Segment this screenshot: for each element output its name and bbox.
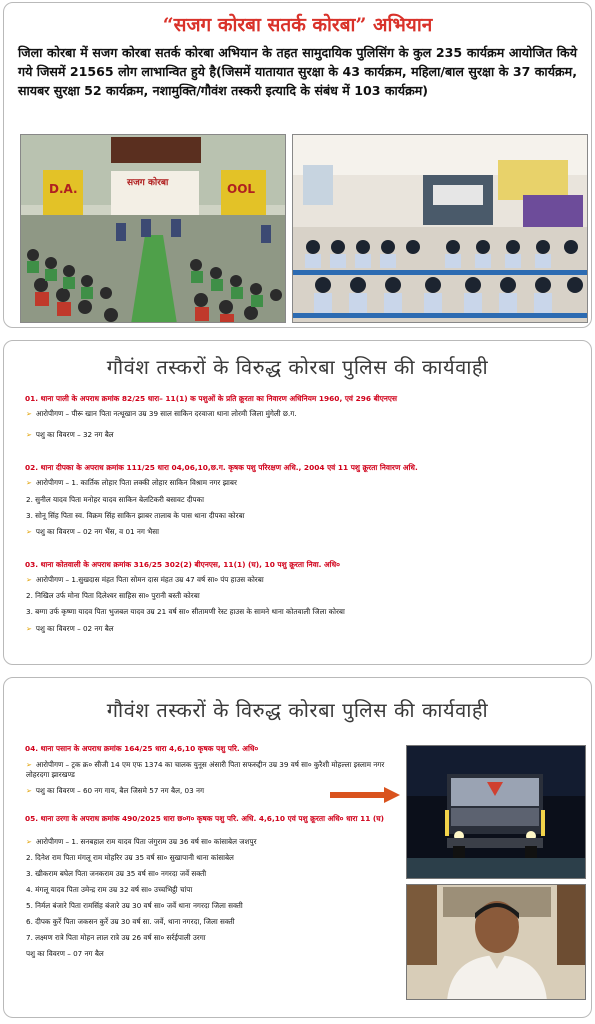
campaign-summary: जिला कोरबा में सजग कोरबा सतर्क कोरबा अभियान के तहत सामुदायिक पुलिसिंग के कुल 235 कार्यक्रम आयोजित किये गये जिसमें 21565 लोग लाभान्वित हुये है(जिसमें यातायात सुरक्षा के 43 कार्यक्रम, महिला/बाल सुरक्षा के 37 कार्यक्रम, सायबर सुरक्षा 52 कार्यक्रम, नशामुक्ति/गौवंश तस्करी इत्यादि के संबंध में 103 कार्यक्रम) xyxy=(18,45,577,98)
case-line: ➢ पशु का विवरण – 02 नग भैंस, व 01 नग भैसा xyxy=(26,527,159,536)
case-line: ➢ आरोपीगण – ट्रक क्र० सीजी 14 एम एफ 1374 का चालक युनूस अंसारी पिता सफरुद्दीन उम्र 39 वर्ष सा० कुरैशी मोहल्ला इस्लाम नगर लोहरदगा झारखण्ड xyxy=(26,760,385,779)
case-heading: 04. थाना पसान के अपराध क्रमांक 164/25 धारा 4,6,10 कृषक पशु परि. अधि० xyxy=(25,744,259,753)
case-line: 2. सुनील यादव पिता मनोहर यादव साकिन बेलटिकरी बसावट दीपका xyxy=(26,495,204,504)
case-heading: 01. थाना पाली के अपराध क्रमांक 82/25 धारा– 11(1) क पशुओं के प्रति क्रूरता का निवारण अधिनियम 1960, एवं 296 बीएनएस xyxy=(25,394,397,403)
classroom-event-photo-right xyxy=(292,134,588,323)
seized-truck-photo xyxy=(406,745,586,879)
school-event-photo-left xyxy=(20,134,286,323)
arrow-bullet-icon: ➢ xyxy=(26,431,32,439)
action-card-1 xyxy=(3,340,592,665)
case-line: 4. मंगलू यादव पिता उमेन्द्र राम उम्र 32 वर्ष सा० उच्चभिट्ठी चांपा xyxy=(26,885,193,894)
campaign-card xyxy=(3,2,592,328)
accused-person-photo xyxy=(406,884,586,1000)
case-line: 3. बग्गा उर्फ कृष्णा यादव पिता भुजबल यादव उम्र 21 वर्ष सा० सीतामणी रेस्ट हाउस के सामने थाना कोतवाली जिला कोरबा xyxy=(26,607,345,616)
case-line: 3. खीकराम बघेल पिता जनकराम उम्र 35 वर्ष सा० नगरदा जर्वे सक्ती xyxy=(26,869,207,878)
case-line: ➢ आरोपीगण – 1. कार्तिक लोहार पिता लक्की लोहार साकिन विश्राम नगर झाबर xyxy=(26,478,237,487)
action-card-title: गौवंश तस्करों के विरुद्ध कोरबा पुलिस की कार्यवाही xyxy=(106,355,489,379)
case-line: 6. दीपक कुर्रे पिता जकसन कुर्रे उम्र 30 वर्ष सा. जर्वे, थाना नगरदा, जिला सक्ती xyxy=(26,917,235,926)
right-arrow-icon xyxy=(330,787,400,803)
banner-mid-text: सजग कोरबा xyxy=(127,178,169,188)
case-heading: 03. थाना कोतवाली के अपराध क्रमांक 316/25 302(2) बीएनएस, 11(1) (घ), 10 पशु क्रूरता निवा. अधि० xyxy=(25,560,340,569)
case-line: ➢ पशु का विवरण – 60 नग गाय, बैल जिसमे 57 नग बैल, 03 नग xyxy=(26,786,205,795)
banner-right-text: OOL xyxy=(227,182,256,196)
person-illustration xyxy=(407,885,586,1000)
arrow-bullet-icon: ➢ xyxy=(26,625,32,633)
action-card-title: गौवंश तस्करों के विरुद्ध कोरबा पुलिस की कार्यवाही xyxy=(106,698,489,722)
arrow-bullet-icon: ➢ xyxy=(26,479,32,487)
arrow-bullet-icon: ➢ xyxy=(26,787,32,795)
case-line: पशु का विवरण – 07 नग बैल xyxy=(26,949,104,958)
case-heading: 05. थाना उरगा के अपराध क्रमांक 490/2025 धारा छ०ग० कृषक पशु परि. अधि. 4,6,10 एवं पशु क्रूरता अधि० धारा 11 (घ) xyxy=(25,814,385,823)
case-line: 2. दिनेश राम पिता मंगलू राम मोहरिर उम्र 35 वर्ष सा० सुखापानी थाना कांसाबेल xyxy=(26,853,234,862)
classroom-illustration xyxy=(293,135,588,323)
banner-left-text: D.A. xyxy=(49,182,78,196)
case-line: 2. निखिल उर्फ मोना पिता दिलेश्वर साहिस सा० पुरानी बस्ती कोरबा xyxy=(26,591,200,600)
case-line: ➢ पशु का विवरण – 32 नग बैल xyxy=(26,430,114,439)
arrow-bullet-icon: ➢ xyxy=(26,576,32,584)
case-line: ➢ आरोपीगण – पीरू खान पिता नत्थूखान उम्र 39 साल साकिन दरवाजा थाना लोरमी जिला मुंगेली छ.ग. xyxy=(26,409,297,418)
case-heading: 02. थाना दीपका के अपराध क्रमांक 111/25 धारा 04,06,10,छ.ग. कृषक पशु परिरक्षण अधि., 2004 एवं 11 पशु क्रूरता निवारण अधि. xyxy=(25,463,418,472)
case-line: 3. सोनू सिंह पिता स्व. विक्रम सिंह साकिन झाबर तालाब के पास थाना दीपका कोरबा xyxy=(26,511,245,520)
arrow-bullet-icon: ➢ xyxy=(26,838,32,846)
arrow-bullet-icon: ➢ xyxy=(26,410,32,418)
truck-illustration xyxy=(407,746,586,879)
arrow-bullet-icon: ➢ xyxy=(26,761,32,769)
case-line: 5. निर्मल बंजारे पिता रामसिंह बंजारे उम्र 30 वर्ष सा० जर्वे थाना नगरदा जिला सक्ती xyxy=(26,901,243,910)
arrow-bullet-icon: ➢ xyxy=(26,528,32,536)
campaign-title: “सजग कोरबा सतर्क कोरबा” अभियान xyxy=(162,14,433,36)
case-line: ➢ पशु का विवरण – 02 नग बैल xyxy=(26,624,114,633)
school-event-illustration xyxy=(21,135,286,323)
case-line: 7. लक्ष्मण रात्रे पिता मोहन लाल रात्रे उम्र 26 वर्ष सा० सर्रईपाली उरगा xyxy=(26,933,206,942)
case-line: ➢ आरोपीगण – 1.सुखदास मंहत पिता सोमन दास मंहत उम्र 47 वर्ष सा० पंप हाउस कोरबा xyxy=(26,575,264,584)
case-line: ➢ आरोपीगण – 1. सनबहाल राम यादव पिता जंगुराम उम्र 36 वर्ष सा० कांसाबेल जशपुर xyxy=(26,837,257,846)
